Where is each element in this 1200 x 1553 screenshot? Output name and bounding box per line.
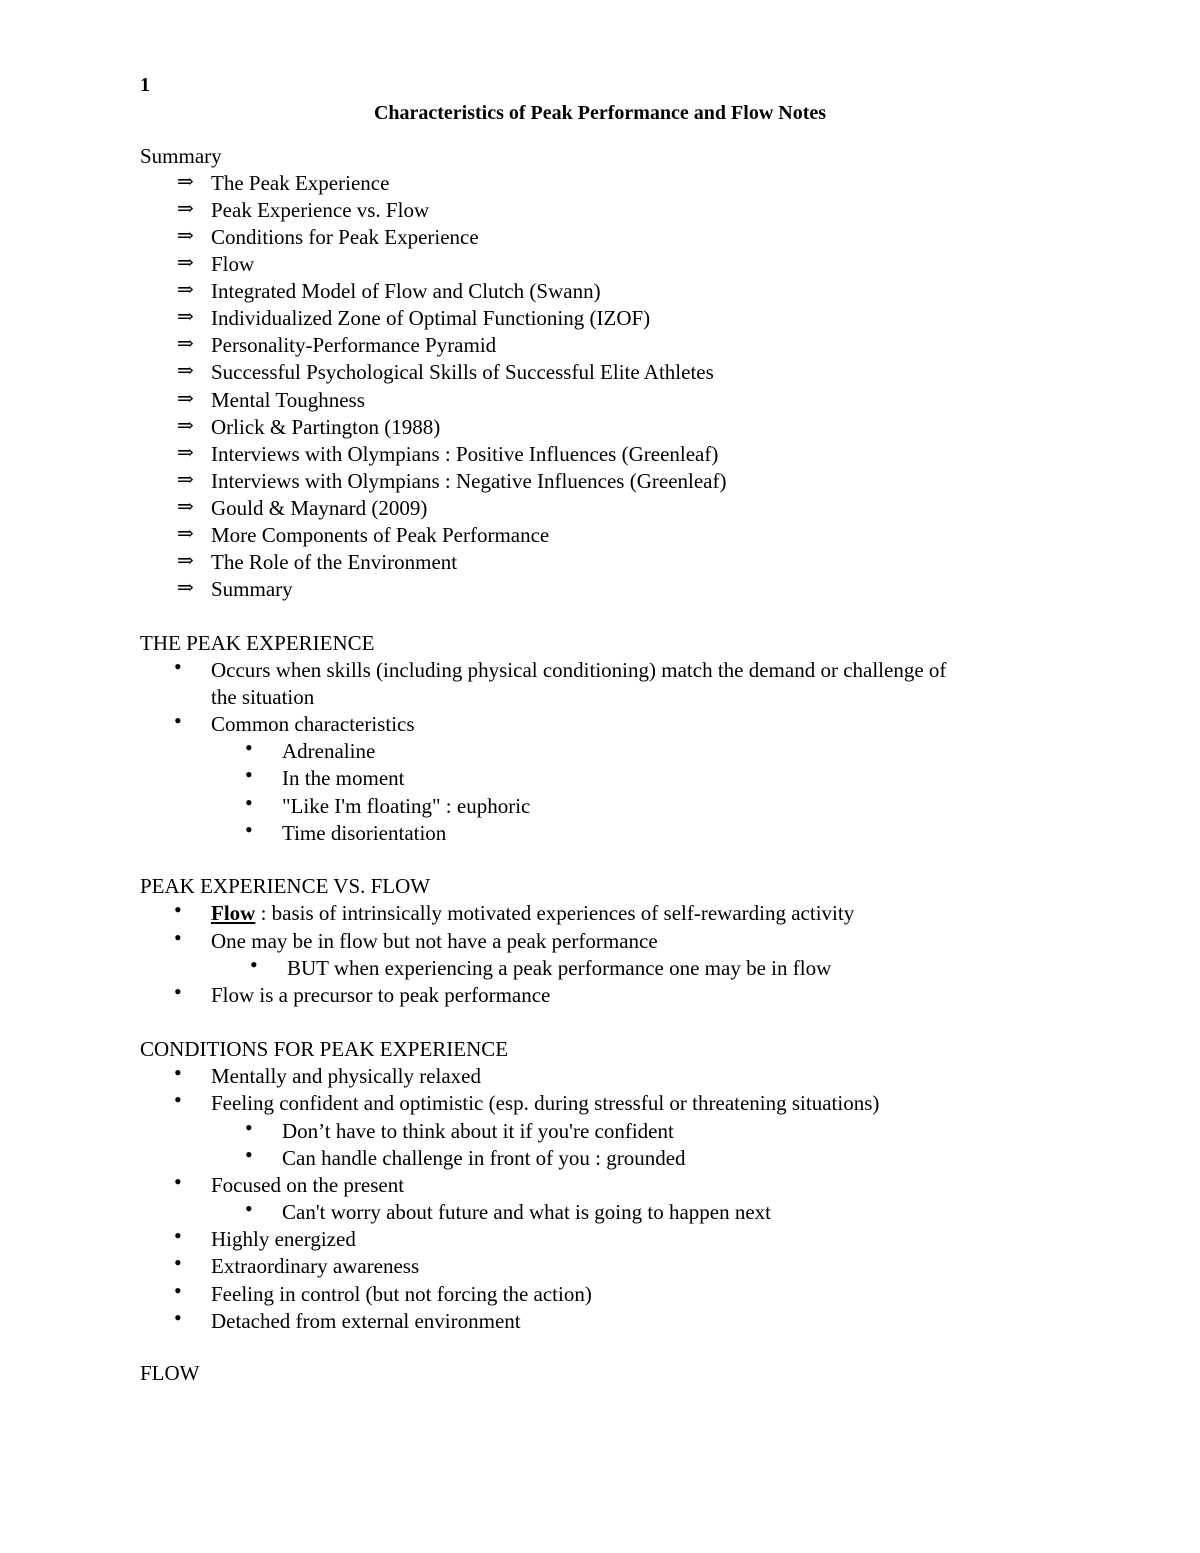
summary-item: Gould & Maynard (2009): [211, 496, 428, 520]
summary-item: Conditions for Peak Experience: [211, 225, 479, 249]
bullet: •: [174, 1278, 182, 1303]
arrow-icon: ⇒: [177, 415, 194, 437]
summary-item: Personality-Performance Pyramid: [211, 333, 497, 357]
arrow-icon: ⇒: [177, 198, 194, 220]
summary-item: Integrated Model of Flow and Clutch (Swann): [211, 279, 601, 303]
arrow-icon: ⇒: [177, 550, 194, 572]
arrow-icon: ⇒: [177, 279, 194, 301]
summary-item: Successful Psychological Skills of Successful Elite Athletes: [211, 360, 714, 384]
summary-item: Peak Experience vs. Flow: [211, 198, 430, 222]
section-heading-peak-experience: THE PEAK EXPERIENCE: [140, 631, 375, 655]
arrow-icon: ⇒: [177, 171, 194, 193]
bullet: •: [245, 790, 253, 815]
document-title: Characteristics of Peak Performance and Flow Notes: [373, 102, 827, 124]
sub-list-item: In the moment: [282, 766, 405, 790]
arrow-icon: ⇒: [177, 496, 194, 518]
bullet: •: [245, 762, 253, 787]
section-heading-peak-vs-flow: PEAK EXPERIENCE VS. FLOW: [140, 874, 431, 898]
bullet: •: [174, 1250, 182, 1275]
arrow-icon: ⇒: [177, 442, 194, 464]
sub-list-item: BUT when experiencing a peak performance one may be in flow: [287, 956, 832, 980]
sub-list-item: Time disorientation: [282, 821, 447, 845]
summary-item: Interviews with Olympians : Negative Influences (Greenleaf): [211, 469, 727, 493]
arrow-icon: ⇒: [177, 469, 194, 491]
list-item-continuation: the situation: [211, 685, 315, 709]
bullet: •: [250, 952, 258, 977]
bullet: •: [174, 979, 182, 1004]
bullet: •: [174, 654, 182, 679]
list-item: Common characteristics: [211, 712, 415, 736]
list-item: Occurs when skills (including physical conditioning) match the demand or challenge of: [211, 658, 947, 682]
arrow-icon: ⇒: [177, 577, 194, 599]
summary-heading: Summary: [140, 144, 222, 168]
bullet: •: [245, 735, 253, 760]
bullet: •: [174, 1169, 182, 1194]
bullet: •: [174, 1223, 182, 1248]
bullet: •: [174, 897, 182, 922]
summary-item: Summary: [211, 577, 293, 601]
list-item: [211, 900, 854, 926]
arrow-icon: ⇒: [177, 333, 194, 355]
bullet: •: [245, 1115, 253, 1140]
summary-item: Individualized Zone of Optimal Functioning (IZOF): [211, 306, 651, 330]
sub-list-item: Don’t have to think about it if you're confident: [282, 1119, 674, 1143]
summary-item: Orlick & Partington (1988): [211, 415, 441, 439]
bullet: •: [245, 817, 253, 842]
sub-list-item: Can handle challenge in front of you : grounded: [282, 1146, 686, 1170]
page-number: 1: [140, 74, 150, 96]
arrow-icon: ⇒: [177, 388, 194, 410]
sub-list-item: Adrenaline: [282, 739, 376, 763]
flow-definition: : basis of intrinsically motivated experiences of self-rewarding activity: [255, 901, 855, 925]
list-item: Flow is a precursor to peak performance: [211, 983, 551, 1007]
bullet: •: [174, 1087, 182, 1112]
list-item: Feeling confident and optimistic (esp. during stressful or threatening situations): [211, 1091, 880, 1115]
list-item: Focused on the present: [211, 1173, 405, 1197]
list-item: Detached from external environment: [211, 1309, 521, 1333]
bullet: •: [174, 708, 182, 733]
list-item: Feeling in control (but not forcing the action): [211, 1282, 592, 1306]
bullet: •: [174, 1060, 182, 1085]
list-item: Highly energized: [211, 1227, 356, 1251]
bullet: •: [174, 925, 182, 950]
flow-term: Flow: [211, 901, 256, 925]
summary-item: Interviews with Olympians : Positive Influences (Greenleaf): [211, 442, 719, 466]
arrow-icon: ⇒: [177, 360, 194, 382]
sub-list-item: "Like I'm floating" : euphoric: [282, 794, 531, 818]
summary-item: Mental Toughness: [211, 388, 365, 412]
summary-item: Flow: [211, 252, 255, 276]
summary-item: The Peak Experience: [211, 171, 390, 195]
list-item: Mentally and physically relaxed: [211, 1064, 481, 1088]
bullet: •: [174, 1305, 182, 1330]
sub-list-item: Can't worry about future and what is going to happen next: [282, 1200, 772, 1224]
list-item: Extraordinary awareness: [211, 1254, 420, 1278]
arrow-icon: ⇒: [177, 225, 194, 247]
arrow-icon: ⇒: [177, 252, 194, 274]
section-heading-conditions: CONDITIONS FOR PEAK EXPERIENCE: [140, 1037, 509, 1061]
list-item: One may be in flow but not have a peak performance: [211, 929, 658, 953]
arrow-icon: ⇒: [177, 306, 194, 328]
arrow-icon: ⇒: [177, 523, 194, 545]
bullet: •: [245, 1196, 253, 1221]
summary-item: The Role of the Environment: [211, 550, 458, 574]
section-heading-flow: FLOW: [140, 1361, 200, 1385]
summary-item: More Components of Peak Performance: [211, 523, 550, 547]
bullet: •: [245, 1142, 253, 1167]
